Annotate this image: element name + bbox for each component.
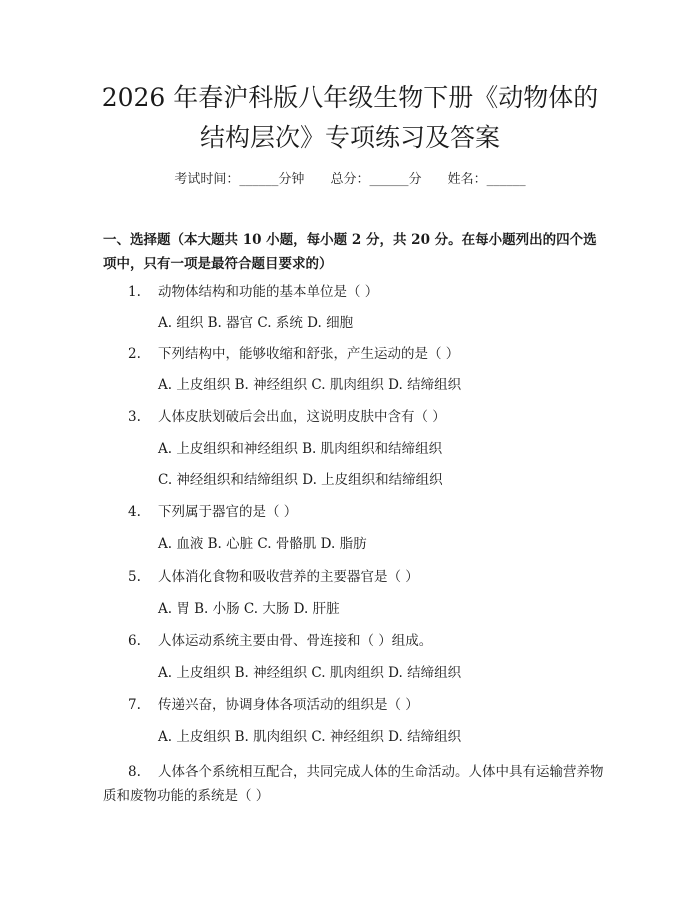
question-3-options-c-d: C. 神经组织和结缔组织 D. 上皮组织和结缔组织 [158,472,443,488]
question-4 [128,500,608,524]
question-text: 人体皮肤划破后会出血，这说明皮肤中含有（ ） [158,409,446,425]
question-3-options-a-b: A. 上皮组织和神经组织 B. 肌肉组织和结缔组织 [158,441,443,457]
question-text: 人体运动系统主要由骨、骨连接和（ ）组成。 [158,633,433,649]
question-text: 人体消化食物和吸收营养的主要器官是（ ） [158,569,419,585]
question-text: 下列属于器官的是（ ） [158,504,298,520]
question-text: 传递兴奋，协调身体各项活动的组织是（ ） [158,697,419,713]
section-title-line-2: 项中，只有一项是最符合题目要求的） [103,256,333,272]
question-1 [128,280,608,304]
question-number: 3. [128,409,141,425]
question-3 [128,405,608,429]
question-8 [103,760,608,808]
question-2-options: A. 上皮组织 B. 神经组织 C. 肌肉组织 D. 结缔组织 [158,377,462,393]
section-title-line-1: 一、选择题（本大题共 10 小题，每小题 2 分，共 20 分。在每小题列出的四个选 [103,232,597,248]
question-number: 4. [128,504,141,520]
exam-meta [0,168,700,187]
question-6-options: A. 上皮组织 B. 神经组织 C. 肌肉组织 D. 结缔组织 [158,665,462,681]
question-number: 5. [128,569,141,585]
question-1-options: A. 组织 B. 器官 C. 系统 D. 细胞 [158,315,354,331]
question-2 [128,342,608,366]
title-line-1: 2026 年春沪科版八年级生物下册《动物体的 [101,83,599,112]
question-number: 6. [128,633,141,649]
question-number: 7. [128,697,141,713]
question-number: 1. [128,284,141,300]
question-5-options: A. 胃 B. 小肠 C. 大肠 D. 肝脏 [158,601,340,617]
question-number: 2. [128,346,141,362]
question-7-options: A. 上皮组织 B. 肌肉组织 C. 神经组织 D. 结缔组织 [158,729,462,745]
exam-time-field: 考试时间：______分钟 [174,172,305,187]
question-number: 8. [128,764,141,780]
question-text: 人体各个系统相互配合，共同完成人体的生命活动。人体中具有运输营养物质和废物功能的系统是（ ） [103,764,604,804]
question-7 [128,693,608,717]
page-title [60,78,640,158]
question-5 [128,565,608,589]
student-name-field: 姓名：______ [447,172,526,187]
title-line-2: 结构层次》专项练习及答案 [199,123,500,152]
question-6 [128,629,608,653]
total-score-field: 总分：______分 [330,172,422,187]
question-4-options: A. 血液 B. 心脏 C. 骨骼肌 D. 脂肪 [158,536,367,552]
question-text: 动物体结构和功能的基本单位是（ ） [158,284,379,300]
section-title [103,228,603,276]
question-text: 下列结构中，能够收缩和舒张，产生运动的是（ ） [158,346,460,362]
